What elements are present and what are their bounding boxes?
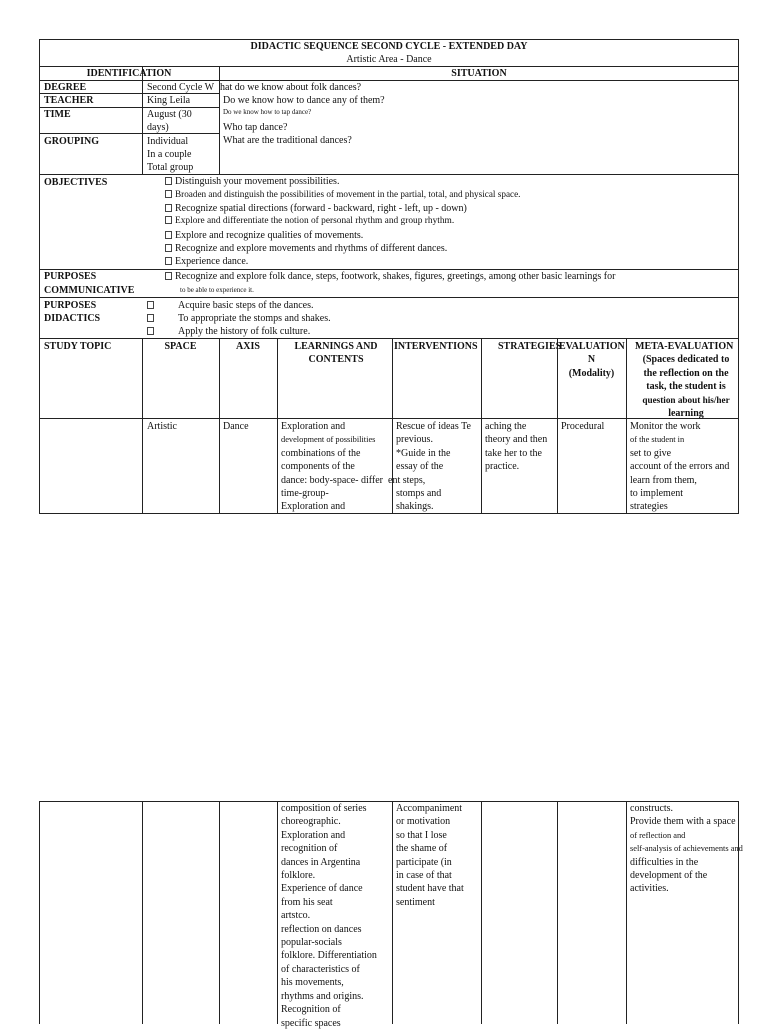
time-value-cont: days) xyxy=(147,122,169,133)
degree-label: DEGREE xyxy=(44,82,87,93)
time-value: August (30 xyxy=(147,109,192,120)
strategies-cell: aching the theory and then take her to the practice. xyxy=(485,421,548,473)
space-cell: Artistic xyxy=(147,421,177,432)
didactic-item: Apply the history of folk culture. xyxy=(147,325,310,339)
didactic-item: To appropriate the stomps and shakes. xyxy=(147,312,331,326)
bullet-icon xyxy=(147,301,154,309)
situation-question: hat do we know about folk dances? xyxy=(220,82,362,93)
teacher-label: TEACHER xyxy=(44,95,94,106)
purposes-communicative-label: PURPOSES xyxy=(44,271,97,282)
bullet-icon xyxy=(165,257,172,265)
axis-cell: Dance xyxy=(223,421,249,432)
bullet-icon xyxy=(165,204,172,212)
objective-item: Explore and differentiate the notion of personal rhythm and group rhythm. xyxy=(165,215,454,229)
bullet-icon xyxy=(165,272,172,280)
situation-question: What are the traditional dances? xyxy=(223,135,352,146)
grouping-value: Individual xyxy=(147,136,189,147)
column-header-learnings: LEARNINGS AND CONTENTS xyxy=(294,341,378,366)
column-header-evaluation: EVALUATION N (Modality) xyxy=(559,341,625,379)
objective-item: Distinguish your movement possibilities. xyxy=(165,175,339,189)
objective-item: Broaden and distinguish the possibilities of movement in the partial, total, and physical space. xyxy=(165,188,520,202)
meta-evaluation-cell: Monitor the work of the student in set to give account of the errors and learn from them, to implement strategies xyxy=(630,421,730,513)
situation-question: Who tap dance? xyxy=(223,122,288,133)
objectives-label: OBJECTIVES xyxy=(44,177,108,188)
situation-header: SITUATION xyxy=(451,68,507,79)
purposes-didactics-label: DIDACTICS xyxy=(44,313,101,324)
situation-question: Do we know how to dance any of them? xyxy=(223,95,385,106)
grouping-label: GROUPING xyxy=(44,136,99,147)
purposes-communicative-label: COMMUNICATIVE xyxy=(44,285,135,296)
objective-item: Explore and recognize qualities of movements. xyxy=(165,229,363,243)
teacher-value: King Leila xyxy=(147,95,191,106)
situation-question: Do we know how to tap dance? xyxy=(223,108,312,116)
time-label: TIME xyxy=(44,109,71,120)
learnings-cell-continued: composition of series choreographic. Exploration and recognition of dances in Argentina folklore. Experience of dance from his seat artstco. reflection on dances popular-socials folklore. Differentiation of characteristics of his movements, rhythms and origins. Recognition of specific spaces xyxy=(281,803,377,1029)
evaluation-cell: Procedural xyxy=(561,421,605,432)
purposes-communicative-item-cont: to be able to experience it. xyxy=(180,286,254,294)
column-header-strategies: STRATEGIES xyxy=(498,341,562,352)
column-header-axis: AXIS xyxy=(236,341,260,352)
degree-value: Second Cycle W xyxy=(147,82,215,93)
bullet-icon xyxy=(165,190,172,198)
bullet-icon xyxy=(165,177,172,185)
column-header-study-topic: STUDY TOPIC xyxy=(44,341,112,352)
objective-item: Experience dance. xyxy=(165,255,248,269)
grouping-value: Total group xyxy=(147,162,194,173)
bullet-icon xyxy=(165,231,172,239)
interventions-cell-continued: Accompaniment or motivation so that I lose the shame of participate (in in case of that student have that sentiment xyxy=(396,803,464,908)
learnings-cell: Exploration and development of possibilities combinations of the components of the dance: body-space- differ time-group- Exploration and xyxy=(281,421,383,513)
document-subtitle: Artistic Area - Dance xyxy=(346,54,432,65)
bullet-icon xyxy=(147,327,154,335)
objective-item: Recognize and explore movements and rhythms of different dances. xyxy=(165,242,447,256)
objective-item: Recognize spatial directions (forward - backward, right - left, up - down) xyxy=(165,202,467,216)
purposes-didactics-label: PURPOSES xyxy=(44,300,97,311)
identification-header: IDENTIFICATION xyxy=(86,68,172,79)
grouping-value: In a couple xyxy=(147,149,192,160)
meta-evaluation-cell-continued: constructs. Provide them with a space of reflection and self-analysis of achievements and difficulties in the development of the activities. xyxy=(630,803,743,895)
column-header-interventions: INTERVENTIONS xyxy=(394,341,478,352)
didactic-item: Acquire basic steps of the dances. xyxy=(147,299,314,313)
document-title: DIDACTIC SEQUENCE SECOND CYCLE - EXTENDED DAY xyxy=(250,41,528,52)
purposes-communicative-item: Recognize and explore folk dance, steps, footwork, shakes, figures, greetings, among other basic learnings for xyxy=(165,270,615,284)
column-header-space: SPACE xyxy=(164,341,197,352)
bullet-icon xyxy=(147,314,154,322)
column-header-meta-evaluation: META-EVALUATION (Spaces dedicated to the reflection on the task, the student is question about his/her learning xyxy=(635,341,734,420)
bullet-icon xyxy=(165,244,172,252)
bullet-icon xyxy=(165,216,172,224)
interventions-cell: Rescue of ideas Te previous. *Guide in the essay of the ent steps, stomps and shakings. xyxy=(388,421,471,513)
